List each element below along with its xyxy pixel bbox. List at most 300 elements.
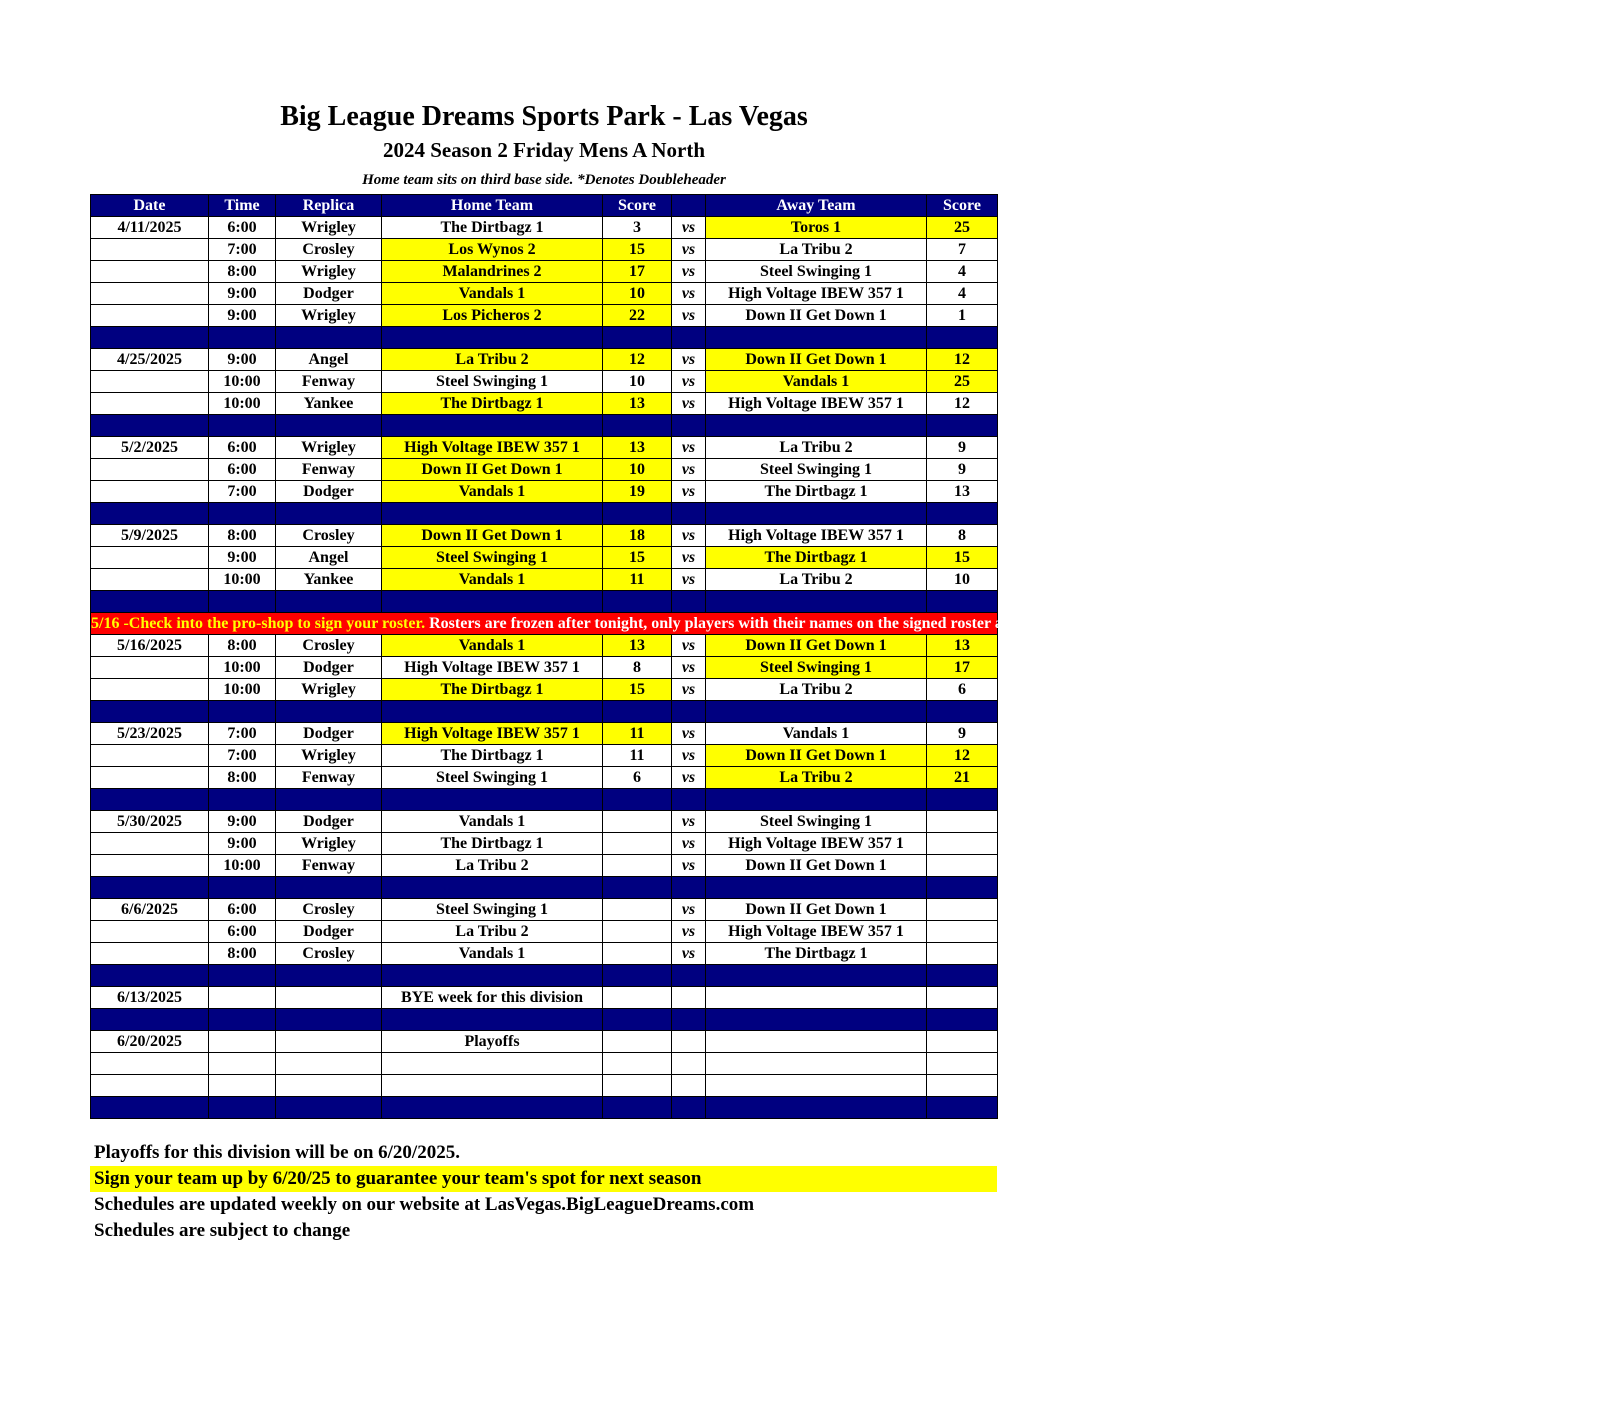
away-team: Down II Get Down 1 [706,745,927,767]
game-row [91,283,998,305]
separator-cell [706,591,927,613]
separator-cell [603,503,672,525]
separator-cell [927,591,998,613]
home-score [603,833,672,855]
game-date: 5/2/2025 [91,437,209,459]
away-team: La Tribu 2 [706,679,927,701]
page-title: Big League Dreams Sports Park - Las Vegas [280,101,808,132]
separator-cell [927,877,998,899]
away-team: Down II Get Down 1 [706,855,927,877]
game-field: Crosley [276,239,382,261]
game-date: 6/6/2025 [91,899,209,921]
away-score [927,943,998,965]
game-date: 5/30/2025 [91,811,209,833]
separator-cell [672,1097,706,1119]
game-field: Crosley [276,943,382,965]
separator-cell [672,877,706,899]
home-score: 18 [603,525,672,547]
separator-cell [927,415,998,437]
game-date [91,767,209,789]
home-team: La Tribu 2 [382,921,603,943]
row-label [382,1053,603,1075]
game-row [91,657,998,679]
away-score: 13 [927,635,998,657]
game-time: 7:00 [209,745,276,767]
game-row [91,437,998,459]
separator-cell [276,1097,382,1119]
game-date: 6/13/2025 [91,987,209,1009]
game-date [91,657,209,679]
game-date [91,1053,209,1075]
table-row [91,987,998,1009]
separator-cell [209,415,276,437]
away-score: 12 [927,393,998,415]
away-score: 17 [927,657,998,679]
separator-cell [209,789,276,811]
separator-cell [382,327,603,349]
game-time: 10:00 [209,393,276,415]
home-score: 22 [603,305,672,327]
week-separator-row [91,503,998,525]
separator-cell [706,789,927,811]
game-field: Wrigley [276,745,382,767]
home-score: 6 [603,767,672,789]
away-score: 8 [927,525,998,547]
vs-label: vs [672,305,706,327]
header-home-team: Home Team [382,195,603,217]
separator-cell [672,327,706,349]
away-team: High Voltage IBEW 357 1 [706,525,927,547]
separator-cell [276,591,382,613]
game-field: Crosley [276,525,382,547]
game-time [209,1053,276,1075]
game-field: Fenway [276,459,382,481]
game-time: 8:00 [209,261,276,283]
separator-cell [706,701,927,723]
empty-cell [706,1053,927,1075]
game-row [91,921,998,943]
separator-cell [603,877,672,899]
header-vs [672,195,706,217]
table-row [91,1075,998,1097]
home-score: 19 [603,481,672,503]
home-team: Malandrines 2 [382,261,603,283]
vs-label: vs [672,855,706,877]
empty-cell [672,987,706,1009]
away-team: Steel Swinging 1 [706,459,927,481]
home-score [603,943,672,965]
game-row [91,305,998,327]
away-score: 10 [927,569,998,591]
separator-cell [382,415,603,437]
game-time: 9:00 [209,833,276,855]
away-team: La Tribu 2 [706,437,927,459]
separator-cell [91,701,209,723]
separator-cell [276,877,382,899]
game-field: Dodger [276,921,382,943]
home-score: 13 [603,393,672,415]
away-team: Vandals 1 [706,371,927,393]
separator-cell [672,503,706,525]
game-time [209,1031,276,1053]
game-date [91,371,209,393]
game-date [91,569,209,591]
roster-notice-row [91,613,998,635]
separator-cell [91,503,209,525]
home-score: 8 [603,657,672,679]
away-team: La Tribu 2 [706,569,927,591]
separator-cell [706,1097,927,1119]
roster-notice-text: Rosters are frozen after tonight, only players with their names on the signed roster are eligible for playoffs. Please check carefully as changes will not be made for omissions. [425,614,1601,632]
header-time: Time [209,195,276,217]
game-date [91,261,209,283]
game-field: Dodger [276,811,382,833]
vs-label: vs [672,261,706,283]
game-date: 5/23/2025 [91,723,209,745]
home-score: 11 [603,723,672,745]
separator-cell [603,1097,672,1119]
separator-cell [603,789,672,811]
vs-label: vs [672,811,706,833]
separator-cell [276,415,382,437]
game-time [209,987,276,1009]
separator-cell [927,1009,998,1031]
away-team: Down II Get Down 1 [706,899,927,921]
away-score: 13 [927,481,998,503]
away-score: 7 [927,239,998,261]
home-team: Steel Swinging 1 [382,371,603,393]
week-separator-row [91,591,998,613]
vs-label: vs [672,217,706,239]
vs-label: vs [672,283,706,305]
game-field: Angel [276,547,382,569]
separator-cell [209,1009,276,1031]
game-date: 6/20/2025 [91,1031,209,1053]
game-field: Angel [276,349,382,371]
home-score: 17 [603,261,672,283]
roster-notice-lead: 5/16 -Check into the pro-shop to sign your roster. [91,614,426,632]
vs-label: vs [672,393,706,415]
separator-cell [276,701,382,723]
game-time: 7:00 [209,723,276,745]
separator-cell [91,1009,209,1031]
schedule-body [91,217,1601,1119]
separator-cell [382,1009,603,1031]
game-time: 7:00 [209,481,276,503]
separator-cell [382,877,603,899]
game-time: 6:00 [209,437,276,459]
separator-cell [276,327,382,349]
game-time: 10:00 [209,371,276,393]
away-team: High Voltage IBEW 357 1 [706,833,927,855]
separator-cell [276,1009,382,1031]
vs-label: vs [672,569,706,591]
game-field: Crosley [276,635,382,657]
empty-cell [927,1075,998,1097]
game-row [91,525,998,547]
vs-label: vs [672,459,706,481]
home-team: Steel Swinging 1 [382,547,603,569]
game-date [91,547,209,569]
game-row [91,679,998,701]
header-away-score: Score [927,195,998,217]
game-field: Fenway [276,767,382,789]
game-time: 9:00 [209,811,276,833]
header-home-score: Score [603,195,672,217]
home-score: 15 [603,679,672,701]
header-away-team: Away Team [706,195,927,217]
home-score: 13 [603,437,672,459]
game-date [91,833,209,855]
away-score: 4 [927,283,998,305]
separator-cell [209,965,276,987]
game-row [91,767,998,789]
separator-cell [706,327,927,349]
empty-cell [927,1053,998,1075]
away-team: Steel Swinging 1 [706,261,927,283]
home-team: The Dirtbagz 1 [382,745,603,767]
home-team: Vandals 1 [382,481,603,503]
week-separator-row [91,1009,998,1031]
game-row [91,899,998,921]
home-score: 10 [603,283,672,305]
game-row [91,745,998,767]
separator-cell [209,701,276,723]
game-field: Fenway [276,855,382,877]
row-label [382,1075,603,1097]
empty-cell [672,1075,706,1097]
game-row [91,723,998,745]
separator-cell [91,965,209,987]
home-score [603,899,672,921]
separator-cell [706,1009,927,1031]
home-team: La Tribu 2 [382,855,603,877]
home-team: Vandals 1 [382,283,603,305]
vs-label: vs [672,437,706,459]
separator-cell [927,965,998,987]
separator-cell [91,789,209,811]
separator-cell [603,591,672,613]
game-date [91,283,209,305]
away-team: The Dirtbagz 1 [706,943,927,965]
home-score [603,811,672,833]
week-separator-row [91,327,998,349]
away-team: Down II Get Down 1 [706,305,927,327]
game-date: 5/9/2025 [91,525,209,547]
game-field: Wrigley [276,305,382,327]
separator-cell [672,1009,706,1031]
game-date [91,239,209,261]
separator-cell [276,965,382,987]
table-row [91,1053,998,1075]
away-team: Down II Get Down 1 [706,349,927,371]
header-row [91,195,998,217]
game-time: 10:00 [209,679,276,701]
empty-cell [706,1075,927,1097]
home-team: The Dirtbagz 1 [382,393,603,415]
game-row [91,239,998,261]
schedule-note: Home team sits on third base side. *Denotes Doubleheader [362,172,726,188]
empty-cell [706,1031,927,1053]
away-score [927,833,998,855]
footer-line: Playoffs for this division will be on 6/20/2025. [94,1142,460,1163]
away-score: 21 [927,767,998,789]
away-score [927,811,998,833]
empty-cell [603,1053,672,1075]
game-date: 4/11/2025 [91,217,209,239]
game-time: 6:00 [209,217,276,239]
separator-cell [382,591,603,613]
separator-cell [209,327,276,349]
home-team: High Voltage IBEW 357 1 [382,723,603,745]
separator-cell [927,701,998,723]
separator-cell [91,1097,209,1119]
home-team: High Voltage IBEW 357 1 [382,437,603,459]
away-score: 25 [927,371,998,393]
away-score: 1 [927,305,998,327]
vs-label: vs [672,239,706,261]
game-field: Yankee [276,569,382,591]
separator-cell [706,503,927,525]
row-label: Playoffs [382,1031,603,1053]
week-separator-row [91,965,998,987]
away-score: 25 [927,217,998,239]
away-score: 4 [927,261,998,283]
game-row [91,393,998,415]
header-date: Date [91,195,209,217]
game-time: 9:00 [209,305,276,327]
game-time: 7:00 [209,239,276,261]
home-team: The Dirtbagz 1 [382,833,603,855]
away-score: 12 [927,745,998,767]
home-team: Down II Get Down 1 [382,459,603,481]
home-team: Vandals 1 [382,635,603,657]
game-field: Dodger [276,481,382,503]
vs-label: vs [672,745,706,767]
game-field [276,1075,382,1097]
game-field [276,1053,382,1075]
home-score: 11 [603,569,672,591]
footer-line: Sign your team up by 6/20/25 to guarantee your team's spot for next season [90,1166,997,1192]
vs-label: vs [672,481,706,503]
schedule-table [90,194,1601,1119]
empty-cell [603,987,672,1009]
vs-label: vs [672,547,706,569]
vs-label: vs [672,371,706,393]
home-score: 10 [603,371,672,393]
empty-cell [603,1031,672,1053]
vs-label: vs [672,657,706,679]
home-team: Down II Get Down 1 [382,525,603,547]
away-team: The Dirtbagz 1 [706,481,927,503]
away-team: High Voltage IBEW 357 1 [706,393,927,415]
away-team: Steel Swinging 1 [706,657,927,679]
game-field: Fenway [276,371,382,393]
game-time: 6:00 [209,921,276,943]
vs-label: vs [672,921,706,943]
game-field: Wrigley [276,261,382,283]
separator-cell [672,701,706,723]
separator-cell [382,701,603,723]
away-score: 9 [927,437,998,459]
separator-cell [276,789,382,811]
game-date [91,1075,209,1097]
vs-label: vs [672,679,706,701]
empty-cell [927,987,998,1009]
game-time: 9:00 [209,283,276,305]
week-separator-row [91,1097,998,1119]
game-field [276,987,382,1009]
separator-cell [672,415,706,437]
away-score [927,921,998,943]
away-team: Vandals 1 [706,723,927,745]
away-score [927,899,998,921]
home-team: The Dirtbagz 1 [382,679,603,701]
footer-line: Schedules are updated weekly on our website at LasVegas.BigLeagueDreams.com [94,1194,755,1215]
game-time: 10:00 [209,657,276,679]
game-time: 9:00 [209,547,276,569]
game-row [91,547,998,569]
separator-cell [209,1097,276,1119]
empty-cell [603,1075,672,1097]
game-time [209,1075,276,1097]
separator-cell [927,327,998,349]
game-date: 5/16/2025 [91,635,209,657]
separator-cell [672,965,706,987]
game-time: 6:00 [209,459,276,481]
game-time: 9:00 [209,349,276,371]
away-score: 12 [927,349,998,371]
week-separator-row [91,415,998,437]
separator-cell [603,701,672,723]
away-team: Steel Swinging 1 [706,811,927,833]
home-score: 12 [603,349,672,371]
separator-cell [91,877,209,899]
game-row [91,811,998,833]
home-team: Vandals 1 [382,811,603,833]
separator-cell [382,503,603,525]
home-score: 15 [603,547,672,569]
week-separator-row [91,789,998,811]
game-row [91,635,998,657]
game-row [91,481,998,503]
separator-cell [706,415,927,437]
home-score: 11 [603,745,672,767]
separator-cell [91,591,209,613]
home-team: Vandals 1 [382,943,603,965]
home-team: High Voltage IBEW 357 1 [382,657,603,679]
separator-cell [382,789,603,811]
game-time: 8:00 [209,943,276,965]
game-field [276,1031,382,1053]
game-date: 4/25/2025 [91,349,209,371]
game-row [91,349,998,371]
separator-cell [603,327,672,349]
game-date [91,305,209,327]
home-team: Steel Swinging 1 [382,767,603,789]
game-field: Dodger [276,723,382,745]
vs-label: vs [672,899,706,921]
game-row [91,217,998,239]
game-date [91,943,209,965]
vs-label: vs [672,943,706,965]
game-date [91,459,209,481]
home-score: 13 [603,635,672,657]
week-separator-row [91,877,998,899]
empty-cell [672,1053,706,1075]
week-separator-row [91,701,998,723]
game-row [91,371,998,393]
